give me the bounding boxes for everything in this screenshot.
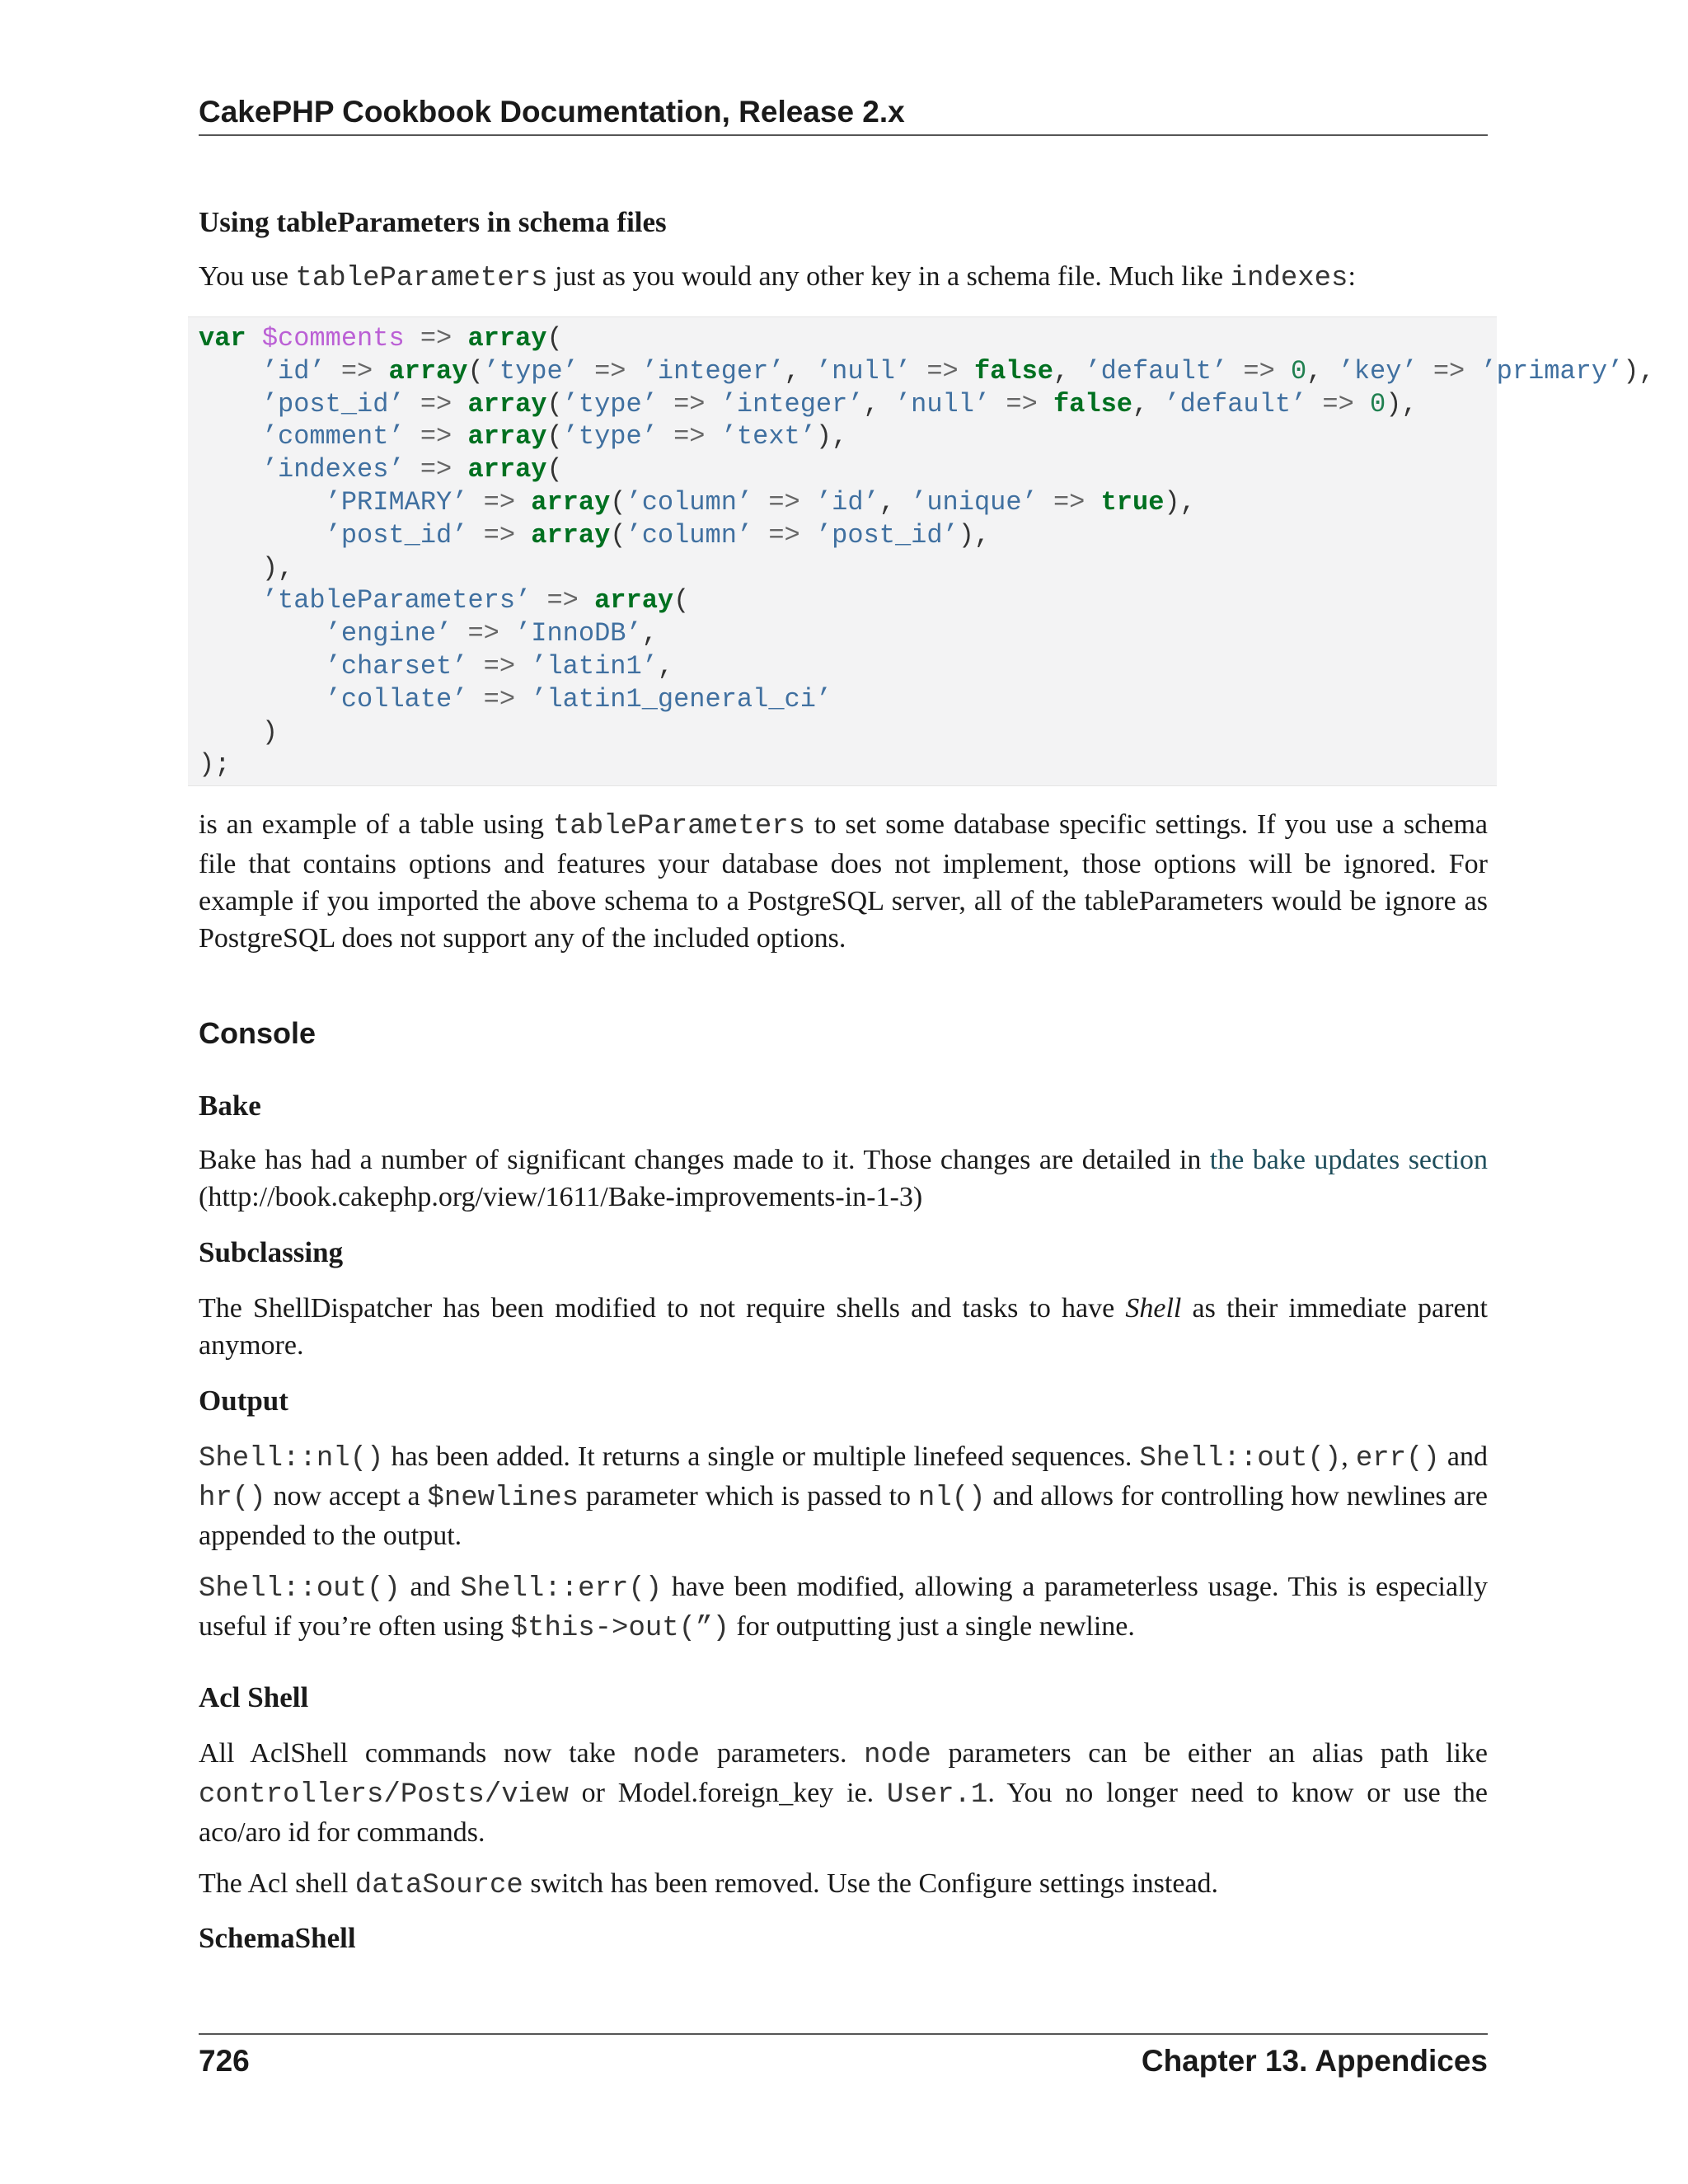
code-token-str: ’comment’ <box>261 421 405 452</box>
code-token-op: => <box>1322 388 1354 419</box>
output-text-2 <box>199 1568 1488 1647</box>
code-token-pu <box>199 684 326 715</box>
code-token-pu <box>452 323 467 354</box>
code-token-pu: ), <box>1623 355 1655 387</box>
code-token-op: => <box>483 519 516 551</box>
code-token-op: => <box>420 454 452 485</box>
code-token-pu <box>959 356 974 387</box>
code-token-pu <box>753 487 768 518</box>
code-token-pu <box>753 520 768 551</box>
intro-paragraph <box>199 258 1488 298</box>
code-token-pu <box>199 356 262 387</box>
code-token-pu: ), <box>958 519 991 551</box>
acl-p2-text-2: switch has been removed. Use the Configure settings instead. <box>523 1868 1219 1899</box>
code-token-kw: array <box>467 421 547 452</box>
header-rule <box>199 134 1488 136</box>
code-line <box>199 389 1418 419</box>
code-token-str: ’default’ <box>1085 355 1228 387</box>
code-token-pu <box>199 487 326 518</box>
inline-code-shell-err: Shell::err() <box>460 1573 663 1605</box>
code-token-pu <box>373 356 388 387</box>
inline-code-shell-out-2: Shell::out() <box>199 1573 401 1605</box>
code-token-pu: ( <box>467 355 484 387</box>
heading-subclassing: Subclassing <box>199 1236 344 1268</box>
code-token-pu: ( <box>610 486 626 518</box>
output-paragraph-2 <box>199 1568 1488 1647</box>
code-token-op: => <box>768 519 800 551</box>
heading-acl-shell: Acl Shell <box>199 1681 309 1713</box>
code-token-pu <box>452 421 467 452</box>
output-p1-text-2: , <box>1341 1441 1356 1472</box>
acl-p1-text-1: All AclShell commands now take <box>199 1738 633 1769</box>
code-token-str: ’collate’ <box>325 683 468 715</box>
code-token-pu: ( <box>673 585 690 616</box>
code-token-pu <box>199 585 262 616</box>
code-token-op: => <box>1432 355 1465 387</box>
code-token-op: => <box>420 388 452 419</box>
code-token-str: ’id’ <box>261 355 326 387</box>
inline-code-datasource: dataSource <box>354 1870 523 1901</box>
code-line <box>199 618 658 649</box>
code-token-op: => <box>1006 388 1038 419</box>
code-token-pu <box>199 389 262 419</box>
code-token-pu <box>405 389 420 419</box>
subclassing-section <box>199 1235 1488 1271</box>
section-heading-tableparameters <box>199 204 1488 241</box>
code-token-str: ’key’ <box>1338 355 1418 387</box>
code-token-str: ’primary’ <box>1480 355 1624 387</box>
code-token-pu <box>1227 356 1243 387</box>
code-token-op: => <box>673 388 706 419</box>
output-p1-text-5: parameter which is passed to <box>579 1481 918 1511</box>
code-line <box>199 749 230 780</box>
inline-code-tableparameters: tableParameters <box>295 263 548 294</box>
subclassing-text <box>199 1290 1488 1364</box>
subclassing-text-1: The ShellDispatcher has been modified to not require shells and tasks to have <box>199 1293 1126 1324</box>
inline-code-nl: nl() <box>917 1483 986 1514</box>
inline-code-err: err() <box>1355 1443 1440 1474</box>
code-token-num: 0 <box>1291 355 1307 387</box>
code-token-pu: ( <box>610 519 626 551</box>
code-token-pu: ( <box>546 454 563 485</box>
code-token-op: => <box>594 355 626 387</box>
code-token-pu <box>1038 389 1053 419</box>
subclassing-paragraph <box>199 1290 1488 1364</box>
code-token-pu <box>452 618 467 649</box>
bake-text-1: Bake has had a number of significant changes made to it. Those changes are detailed in <box>199 1145 1210 1175</box>
code-token-pu <box>1275 356 1291 387</box>
acl-p1-text-5: . You no longer need to know or use the aco/aro id for commands. <box>199 1778 1488 1848</box>
code-token-pu <box>452 389 467 419</box>
running-header: CakePHP Cookbook Documentation, Release 2.x <box>199 95 905 129</box>
bake-paragraph <box>199 1141 1488 1216</box>
code-token-kw: array <box>388 355 468 387</box>
code-token-op: => <box>340 355 373 387</box>
code-line <box>199 651 673 682</box>
code-token-pu <box>531 585 546 616</box>
code-token-pu: , <box>879 486 912 518</box>
output-p2-text-3: for outputting just a single newline. <box>729 1611 1135 1642</box>
inline-code-controllers-path: controllers/Posts/view <box>199 1779 569 1811</box>
inline-code-newlines: $newlines <box>427 1483 579 1514</box>
code-line <box>199 684 832 715</box>
code-token-op: => <box>483 683 516 715</box>
code-token-op: => <box>1053 486 1085 518</box>
code-token-op: => <box>467 618 499 649</box>
bake-text <box>199 1141 1488 1216</box>
code-token-pu: ), <box>199 552 294 583</box>
code-token-var: $comments <box>261 323 405 354</box>
code-token-kw: array <box>594 585 674 616</box>
code-token-pu <box>405 421 420 452</box>
code-token-str: ’text’ <box>720 421 816 452</box>
code-token-kw: array <box>467 323 547 354</box>
code-token-pu <box>515 520 531 551</box>
footer-rule <box>199 2033 1488 2035</box>
after-text-2: to set some database specific settings. If you use a schema file that contains options and features your database does not implement, those options will be ignored. For example if you imported the above schema to a PostgreSQL server, all of the tableParameters would be ignore as PostgreSQL does not support any of the included options. <box>199 809 1488 954</box>
code-line <box>199 454 563 485</box>
code-line <box>199 520 990 551</box>
heading-bake: Bake <box>199 1090 261 1122</box>
intro-text <box>199 258 1488 298</box>
code-token-pu: ( <box>546 421 563 452</box>
code-token-pu <box>658 421 673 452</box>
code-token-pu <box>405 454 420 485</box>
code-token-pu: ) <box>199 716 279 748</box>
code-token-pu: , <box>1053 355 1085 387</box>
code-token-pu <box>579 585 594 616</box>
inline-code-node-2: node <box>864 1740 931 1771</box>
code-token-pu <box>1354 389 1370 419</box>
code-token-str: ’indexes’ <box>261 454 405 485</box>
code-token-pu <box>515 487 531 518</box>
output-text-1 <box>199 1438 1488 1554</box>
code-token-pu <box>706 389 721 419</box>
code-token-str: ’integer’ <box>720 388 864 419</box>
code-token-pu <box>452 454 467 485</box>
code-token-pu <box>800 487 816 518</box>
code-token-str: ’id’ <box>815 486 879 518</box>
code-token-num: 0 <box>1370 388 1386 419</box>
code-token-pu <box>1085 487 1100 518</box>
code-token-pu <box>990 389 1006 419</box>
code-token-pu <box>515 651 531 682</box>
code-line <box>199 323 563 354</box>
code-token-op: => <box>420 421 452 452</box>
code-token-pu <box>1306 389 1322 419</box>
code-token-str: ’type’ <box>562 421 658 452</box>
code-line <box>199 553 293 583</box>
bake-updates-link[interactable]: the bake updates section <box>1209 1145 1488 1175</box>
acl-p2-text-1: The Acl shell <box>199 1868 355 1899</box>
code-token-pu: , <box>863 388 895 419</box>
code-token-str: ’integer’ <box>641 355 785 387</box>
code-token-op: => <box>926 355 959 387</box>
code-token-str: ’InnoDB’ <box>515 618 642 649</box>
code-token-pu <box>405 323 420 354</box>
output-p1-text-6: and allows for controlling how newlines are appended to the output. <box>199 1481 1488 1551</box>
code-token-op: => <box>420 323 452 354</box>
intro-text-1: You use <box>199 261 296 292</box>
code-token-str: ’null’ <box>815 355 912 387</box>
code-token-pu <box>467 684 483 715</box>
output-p2-text-1: and <box>400 1572 461 1602</box>
code-token-op: => <box>768 486 800 518</box>
acl-text-1 <box>199 1735 1488 1851</box>
code-token-pu <box>626 356 641 387</box>
code-line <box>199 356 1655 387</box>
code-token-pu <box>1418 356 1433 387</box>
emphasis-shell: Shell <box>1125 1293 1182 1324</box>
code-token-pu: ); <box>199 749 231 780</box>
code-token-pu <box>800 520 816 551</box>
inline-code-user-1: User.1 <box>886 1779 988 1811</box>
code-token-kw: true <box>1100 486 1165 518</box>
code-token-kw: array <box>467 388 547 419</box>
code-token-str: ’post_id’ <box>261 388 405 419</box>
code-token-str: ’type’ <box>483 355 579 387</box>
code-block-schema <box>188 316 1655 786</box>
code-line <box>199 487 1196 518</box>
after-code-text <box>199 806 1488 957</box>
output-paragraph-1 <box>199 1438 1488 1554</box>
after-text-1: is an example of a table using <box>199 809 553 840</box>
inline-code-tableparameters-2: tableParameters <box>552 811 806 842</box>
code-token-pu <box>199 520 326 551</box>
code-token-str: ’column’ <box>626 486 753 518</box>
code-token-op: => <box>483 650 516 682</box>
console-section <box>199 1015 1488 1052</box>
code-token-pu <box>499 618 515 649</box>
code-token-pu: , <box>1306 355 1339 387</box>
output-p1-text-3: and <box>1439 1441 1489 1472</box>
code-token-str: ’engine’ <box>325 618 452 649</box>
code-token-pu <box>658 389 673 419</box>
code-token-str: ’PRIMARY’ <box>325 486 468 518</box>
acl-paragraph-1 <box>199 1735 1488 1851</box>
code-token-pu <box>515 684 531 715</box>
acl-p1-text-4: or Model.foreign_key ie. <box>568 1778 887 1808</box>
code-token-str: ’tableParameters’ <box>261 585 532 616</box>
output-p1-text-1: has been added. It returns a single or multiple linefeed sequences. <box>383 1441 1140 1472</box>
code-line <box>199 717 278 748</box>
inline-code-shell-out: Shell::out() <box>1139 1443 1342 1474</box>
code-token-pu <box>467 487 483 518</box>
code-token-str: ’latin1’ <box>531 650 658 682</box>
code-token-op: => <box>483 486 516 518</box>
code-token-pu: , <box>657 650 674 682</box>
code-token-str: ’post_id’ <box>325 519 468 551</box>
code-token-op: => <box>546 585 579 616</box>
intro-text-2: just as you would any other key in a schema file. Much like <box>547 261 1231 292</box>
acl-section <box>199 1680 1488 1716</box>
chapter-title: Chapter 13. Appendices <box>1141 2044 1488 2078</box>
code-token-str: ’post_id’ <box>815 519 959 551</box>
code-token-pu <box>911 356 926 387</box>
code-token-pu <box>199 651 326 682</box>
code-token-pu: ), <box>1386 388 1418 419</box>
code-token-str: ’column’ <box>626 519 753 551</box>
acl-text-2 <box>199 1865 1488 1905</box>
output-section <box>199 1383 1488 1419</box>
code-token-kw: false <box>973 355 1053 387</box>
bake-text-2: (http://book.cakephp.org/view/1611/Bake-improvements-in-1-3) <box>199 1182 923 1212</box>
code-token-kw: array <box>467 454 547 485</box>
intro-text-3: : <box>1348 261 1356 292</box>
acl-p1-text-3: parameters can be either an alias path like <box>931 1738 1489 1769</box>
inline-code-hr: hr() <box>199 1483 266 1514</box>
heading-output: Output <box>199 1385 288 1417</box>
code-token-pu: ( <box>546 323 563 354</box>
code-token-pu <box>467 651 483 682</box>
heading-schemashell: SchemaShell <box>199 1922 356 1954</box>
code-token-kw: var <box>199 323 246 354</box>
code-token-str: ’null’ <box>894 388 991 419</box>
code-token-pu: ( <box>546 388 563 419</box>
code-line <box>199 421 847 452</box>
bake-section <box>199 1088 1488 1124</box>
acl-paragraph-2 <box>199 1865 1488 1905</box>
code-listing <box>199 322 1655 781</box>
code-token-pu <box>579 356 594 387</box>
code-token-pu <box>1465 356 1480 387</box>
page-number: 726 <box>199 2044 250 2078</box>
code-token-pu <box>706 421 721 452</box>
code-token-pu <box>246 323 262 354</box>
heading-using-tableparameters: Using tableParameters in schema files <box>199 206 667 238</box>
code-token-pu <box>1038 487 1053 518</box>
code-token-str: ’latin1_general_ci’ <box>531 683 832 715</box>
schemashell-section <box>199 1920 1488 1957</box>
code-token-pu <box>199 454 262 485</box>
code-token-pu: , <box>784 355 816 387</box>
output-p1-text-4: now accept a <box>265 1481 428 1511</box>
code-token-str: ’default’ <box>1164 388 1307 419</box>
code-token-pu: , <box>1132 388 1165 419</box>
code-token-kw: array <box>531 519 611 551</box>
inline-code-this-out: $this->out(”) <box>510 1613 729 1644</box>
code-token-pu: ), <box>815 421 848 452</box>
code-token-kw: false <box>1053 388 1132 419</box>
inline-code-indexes: indexes <box>1230 263 1348 294</box>
code-token-str: ’unique’ <box>911 486 1038 518</box>
code-token-pu: ), <box>1164 486 1196 518</box>
code-token-pu <box>199 618 326 649</box>
code-line <box>199 585 689 616</box>
inline-code-node: node <box>632 1740 701 1771</box>
code-token-str: ’type’ <box>562 388 658 419</box>
inline-code-shell-nl: Shell::nl() <box>199 1443 384 1474</box>
subclassing-text-2: as their immediate parent anymore. <box>199 1293 1488 1361</box>
acl-p1-text-2: parameters. <box>700 1738 865 1769</box>
output-p2-text-2: have been modified, allowing a parameterless usage. This is especially useful if you’re often using <box>199 1572 1488 1642</box>
code-token-str: ’charset’ <box>325 650 468 682</box>
code-token-pu <box>467 520 483 551</box>
code-token-op: => <box>1243 355 1275 387</box>
code-token-op: => <box>673 421 706 452</box>
after-code-paragraph <box>199 806 1488 957</box>
code-token-pu <box>199 421 262 452</box>
code-token-pu <box>326 356 341 387</box>
code-token-kw: array <box>531 486 611 518</box>
code-token-pu: , <box>641 618 658 649</box>
heading-console: Console <box>199 1016 316 1050</box>
